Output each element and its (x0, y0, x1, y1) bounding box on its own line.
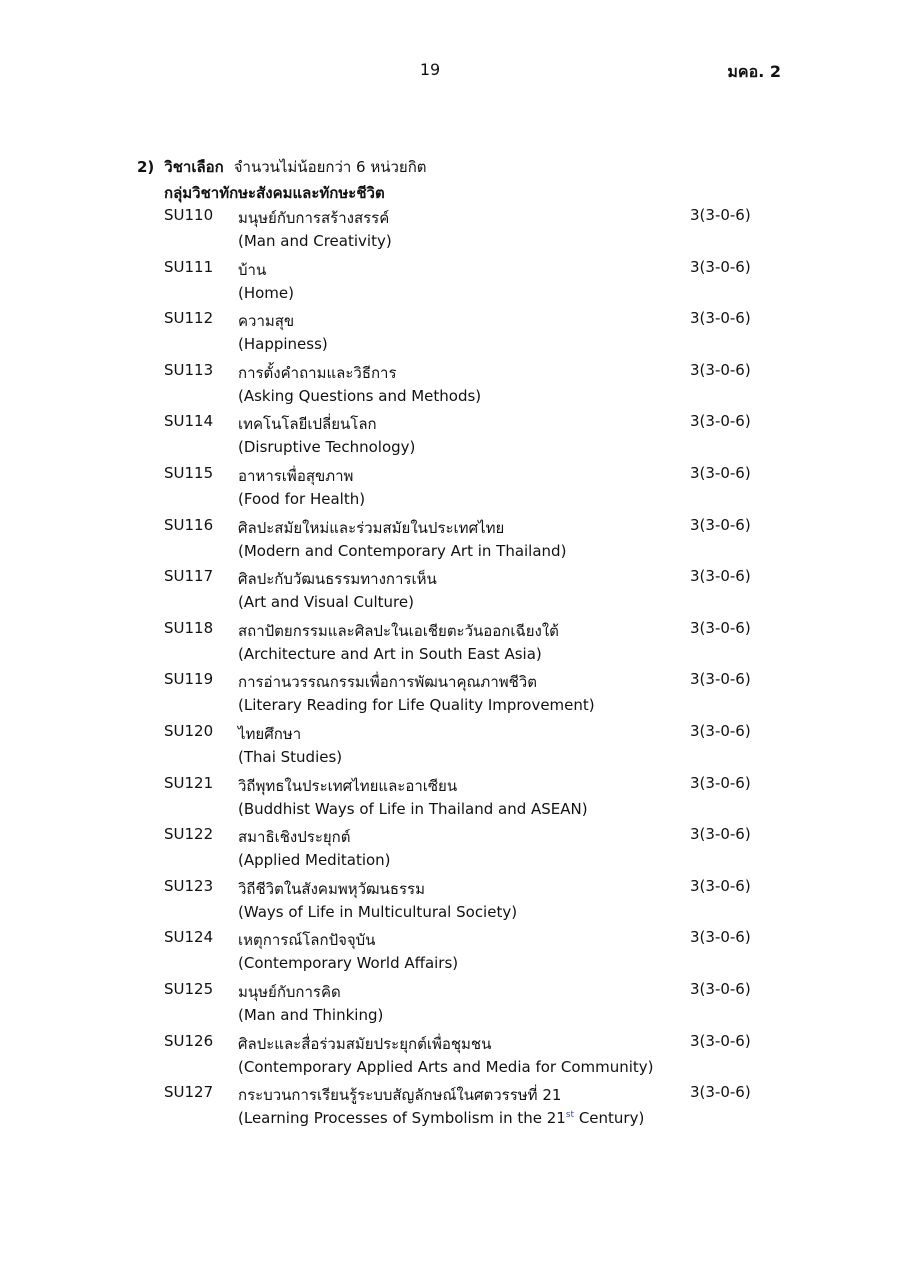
course-english-title: (Disruptive Technology) (238, 438, 416, 457)
course-code: SU118 (164, 618, 214, 637)
course-thai-title: มนุษย์กับการคิด (238, 982, 341, 1001)
course-code: SU115 (164, 463, 214, 482)
course-thai-title: อาหารเพื่อสุขภาพ (238, 466, 354, 485)
course-code: SU110 (164, 206, 214, 224)
credit-requirement: จำนวนไม่น้อยกว่า 6 หน่วยกิต (233, 158, 427, 176)
course-su117 (0, 567, 905, 619)
course-su122 (0, 825, 905, 877)
form-code: มคอ. 2 (727, 62, 781, 81)
course-english-title: (Modern and Contemporary Art in Thailand) (238, 541, 567, 560)
course-code: SU127 (164, 1083, 214, 1102)
course-code: SU113 (164, 360, 214, 379)
course-thai-title: การอ่านวรรณกรรมเพื่อการพัฒนาคุณภาพชีวิต (238, 673, 537, 692)
course-code: SU125 (164, 979, 214, 998)
course-code: SU114 (164, 412, 214, 431)
course-credits: 3(3-0-6) (690, 309, 751, 328)
course-code: SU124 (164, 928, 214, 947)
english-title-main: (Learning Processes of Symbolism in the 21 (238, 1109, 566, 1128)
course-credits: 3(3-0-6) (690, 721, 751, 740)
course-code: SU119 (164, 670, 214, 689)
course-su120 (0, 722, 905, 774)
course-english-title: (Contemporary Applied Arts and Media for Community) (238, 1057, 654, 1076)
section-title: วิชาเลือก (164, 158, 224, 176)
course-credits: 3(3-0-6) (690, 412, 751, 431)
course-su110 (0, 206, 905, 258)
course-credits: 3(3-0-6) (690, 618, 751, 637)
course-credits: 3(3-0-6) (690, 825, 751, 844)
course-credits: 3(3-0-6) (690, 979, 751, 998)
course-thai-title: การตั้งคำถามและวิธีการ (238, 363, 397, 382)
course-su125 (0, 980, 905, 1032)
course-credits: 3(3-0-6) (690, 876, 751, 895)
course-group-title: กลุ่มวิชาทักษะสังคมและทักษะชีวิต (164, 184, 385, 202)
course-code: SU117 (164, 567, 214, 586)
course-english-title: (Contemporary World Affairs) (238, 954, 459, 973)
course-code: SU116 (164, 515, 214, 534)
course-english-title: (Ways of Life in Multicultural Society) (238, 902, 518, 921)
course-thai-title: วิถีพุทธในประเทศไทยและอาเซียน (238, 776, 458, 795)
course-english-title: (Food for Health) (238, 489, 366, 508)
course-credits: 3(3-0-6) (690, 360, 751, 379)
course-thai-title: เหตุการณ์โลกปัจจุบัน (238, 931, 376, 950)
course-english-title: (Applied Meditation) (238, 851, 391, 870)
course-su126 (0, 1032, 905, 1084)
course-thai-title: มนุษย์กับการสร้างสรรค์ (238, 209, 390, 227)
course-credits: 3(3-0-6) (690, 515, 751, 534)
course-su113 (0, 361, 905, 413)
course-thai-title: ศิลปะสมัยใหม่และร่วมสมัยในประเทศไทย (238, 518, 505, 537)
course-english-title: (Buddhist Ways of Life in Thailand and ASEAN) (238, 799, 588, 818)
course-english-title: (Man and Thinking) (238, 1005, 384, 1024)
ordinal-suffix: st (565, 1110, 575, 1121)
course-credits: 3(3-0-6) (690, 670, 751, 689)
course-thai-title: ศิลปะกับวัฒนธรรมทางการเห็น (238, 570, 437, 589)
course-su121 (0, 774, 905, 826)
course-su114 (0, 412, 905, 464)
course-code: SU122 (164, 825, 214, 844)
course-su127 (0, 1083, 905, 1135)
course-english-title: (Architecture and Art in South East Asia) (238, 644, 542, 663)
course-code: SU126 (164, 1031, 214, 1050)
course-thai-title: ไทยศึกษา (238, 724, 302, 743)
course-credits: 3(3-0-6) (690, 1031, 751, 1050)
course-credits: 3(3-0-6) (690, 206, 751, 224)
course-thai-title: กระบวนการเรียนรู้ระบบสัญลักษณ์ในศตวรรษที่ 21 (238, 1086, 562, 1105)
page-number: 19 (419, 60, 441, 79)
course-code: SU111 (164, 257, 214, 276)
course-credits: 3(3-0-6) (690, 928, 751, 947)
section-heading (137, 155, 427, 179)
course-su118 (0, 619, 905, 671)
course-code: SU112 (164, 309, 214, 328)
course-thai-title: สถาปัตยกรรมและศิลปะในเอเชียตะวันออกเฉียงใต้ (238, 621, 559, 640)
course-thai-title: วิถีชีวิตในสังคมพหุวัฒนธรรม (238, 879, 425, 898)
course-credits: 3(3-0-6) (690, 1083, 751, 1102)
course-su112 (0, 309, 905, 361)
course-su111 (0, 258, 905, 310)
course-english-title: (Literary Reading for Life Quality Improvement) (238, 696, 595, 715)
course-su124 (0, 928, 905, 980)
course-english-title: (Happiness) (238, 335, 328, 354)
course-english-title: (Man and Creativity) (238, 232, 392, 250)
course-su115 (0, 464, 905, 516)
course-thai-title: ศิลปะและสื่อร่วมสมัยประยุกต์เพื่อชุมชน (238, 1034, 492, 1053)
course-su116 (0, 516, 905, 568)
course-english-title: (Home) (238, 283, 295, 302)
course-su119 (0, 670, 905, 722)
course-english-title: (Art and Visual Culture) (238, 593, 414, 612)
course-thai-title: บ้าน (238, 260, 267, 279)
course-credits: 3(3-0-6) (690, 257, 751, 276)
section-number: 2) (137, 158, 155, 176)
course-thai-title: สมาธิเชิงประยุกต์ (238, 828, 351, 847)
course-english-title: (Thai Studies) (238, 747, 343, 766)
course-thai-title: ความสุข (238, 312, 295, 331)
course-su123 (0, 877, 905, 929)
english-title-end: Century) (574, 1109, 645, 1128)
course-list (0, 206, 905, 1135)
course-credits: 3(3-0-6) (690, 567, 751, 586)
course-credits: 3(3-0-6) (690, 773, 751, 792)
course-code: SU121 (164, 773, 214, 792)
course-credits: 3(3-0-6) (690, 463, 751, 482)
course-code: SU120 (164, 721, 214, 740)
course-code: SU123 (164, 876, 214, 895)
course-thai-title: เทคโนโลยีเปลี่ยนโลก (238, 415, 377, 434)
course-english-title: (Asking Questions and Methods) (238, 386, 482, 405)
course-english-title (238, 1109, 644, 1127)
